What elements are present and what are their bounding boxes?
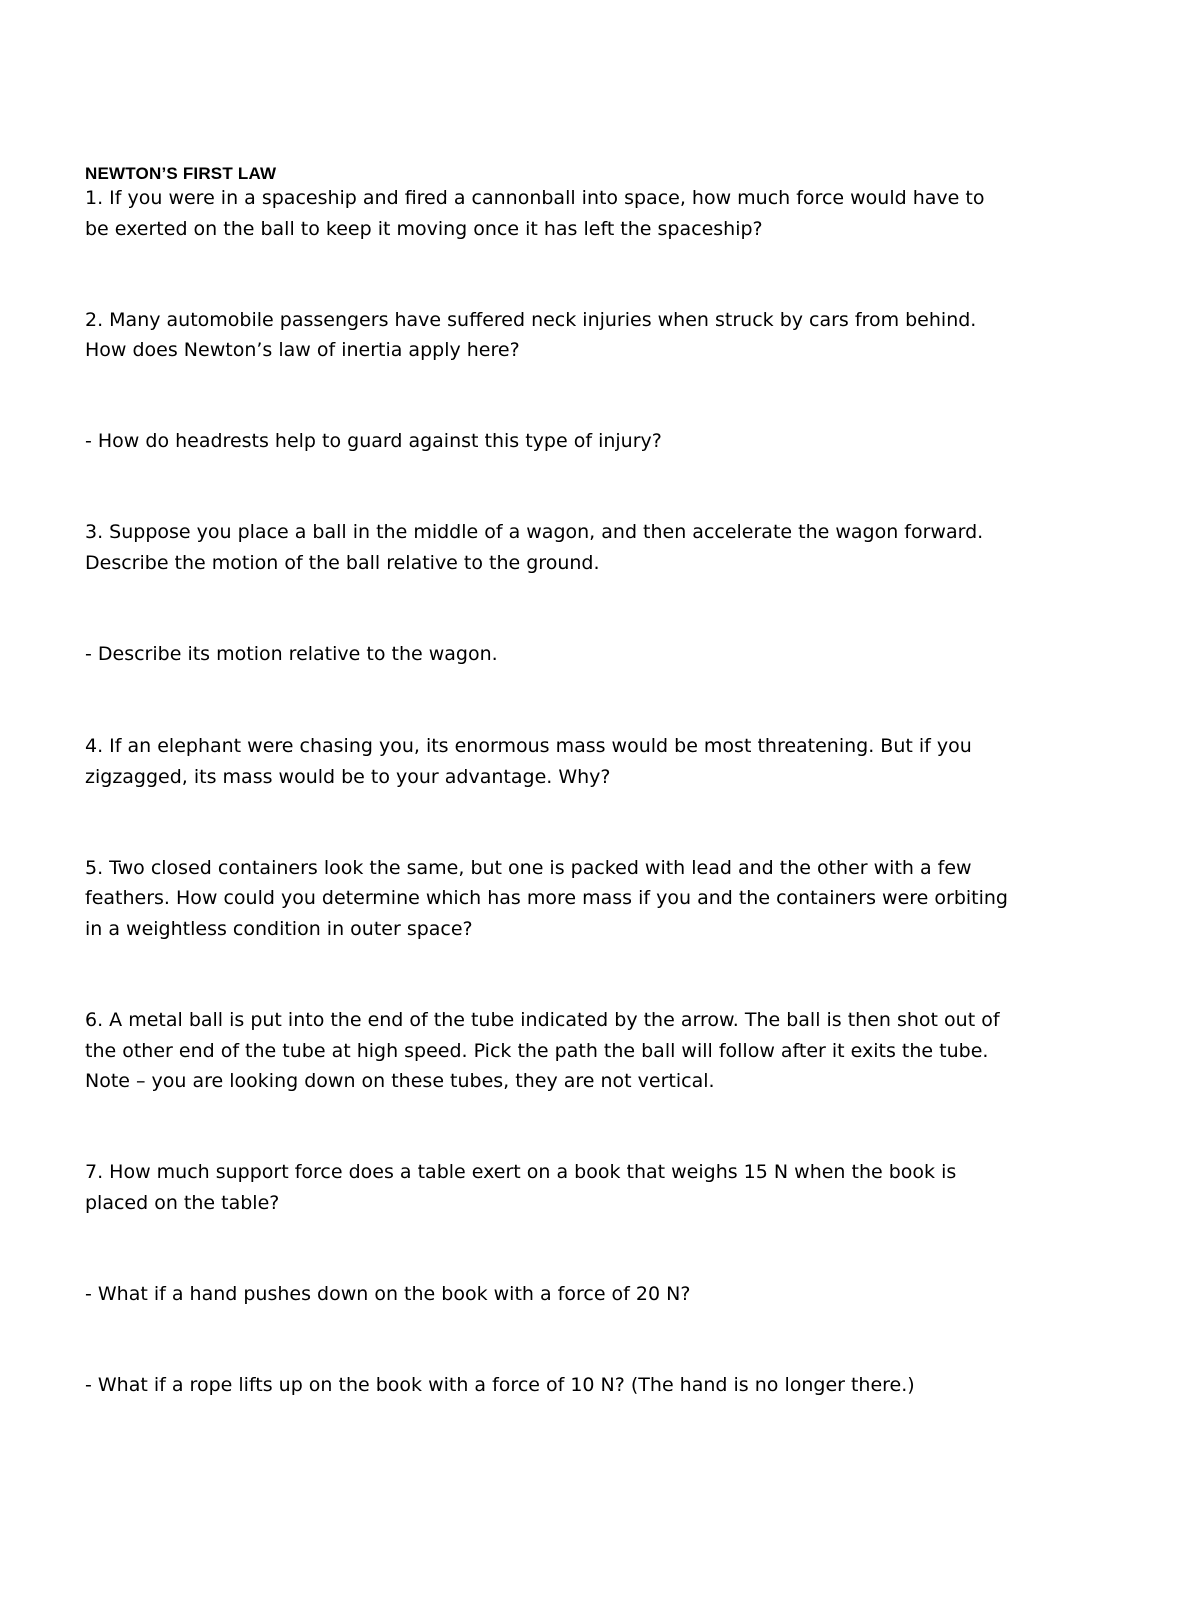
q2-line-2: How does Newton’s law of inertia apply here? [85, 339, 520, 361]
q5-line-1: 5. Two closed containers look the same, but one is packed with lead and the other with a few [85, 857, 972, 879]
q2-line-1: 2. Many automobile passengers have suffered neck injuries when struck by cars from behind. [85, 309, 977, 331]
q3-followup: - Describe its motion relative to the wagon. [85, 643, 498, 665]
q6-line-1: 6. A metal ball is put into the end of the tube indicated by the arrow. The ball is then shot out of [85, 1009, 1000, 1031]
q1-line-2: be exerted on the ball to keep it moving once it has left the spaceship? [85, 218, 763, 240]
q6-line-3: Note – you are looking down on these tubes, they are not vertical. [85, 1070, 715, 1092]
page-title: NEWTON’S FIRST LAW [85, 164, 277, 183]
q5-line-3: in a weightless condition in outer space? [85, 918, 473, 940]
q4-line-1: 4. If an elephant were chasing you, its enormous mass would be most threatening. But if you [85, 735, 972, 757]
q7-line-1: 7. How much support force does a table exert on a book that weighs 15 N when the book is [85, 1161, 957, 1183]
q7-followup-1: - What if a hand pushes down on the book with a force of 20 N? [85, 1283, 691, 1305]
q7-followup-2: - What if a rope lifts up on the book with a force of 10 N? (The hand is no longer there.) [85, 1374, 915, 1396]
q3-line-2: Describe the motion of the ball relative to the ground. [85, 552, 600, 574]
q6-line-2: the other end of the tube at high speed. Pick the path the ball will follow after it exits the tube. [85, 1040, 989, 1062]
q2-followup: - How do headrests help to guard against this type of injury? [85, 430, 662, 452]
q7-line-2: placed on the table? [85, 1192, 280, 1214]
q5-line-2: feathers. How could you determine which has more mass if you and the containers were orbiting [85, 887, 1008, 909]
q1-line-1: 1. If you were in a spaceship and fired a cannonball into space, how much force would have to [85, 187, 985, 209]
q3-line-1: 3. Suppose you place a ball in the middle of a wagon, and then accelerate the wagon forward. [85, 521, 984, 543]
q4-line-2: zigzagged, its mass would be to your advantage. Why? [85, 766, 611, 788]
